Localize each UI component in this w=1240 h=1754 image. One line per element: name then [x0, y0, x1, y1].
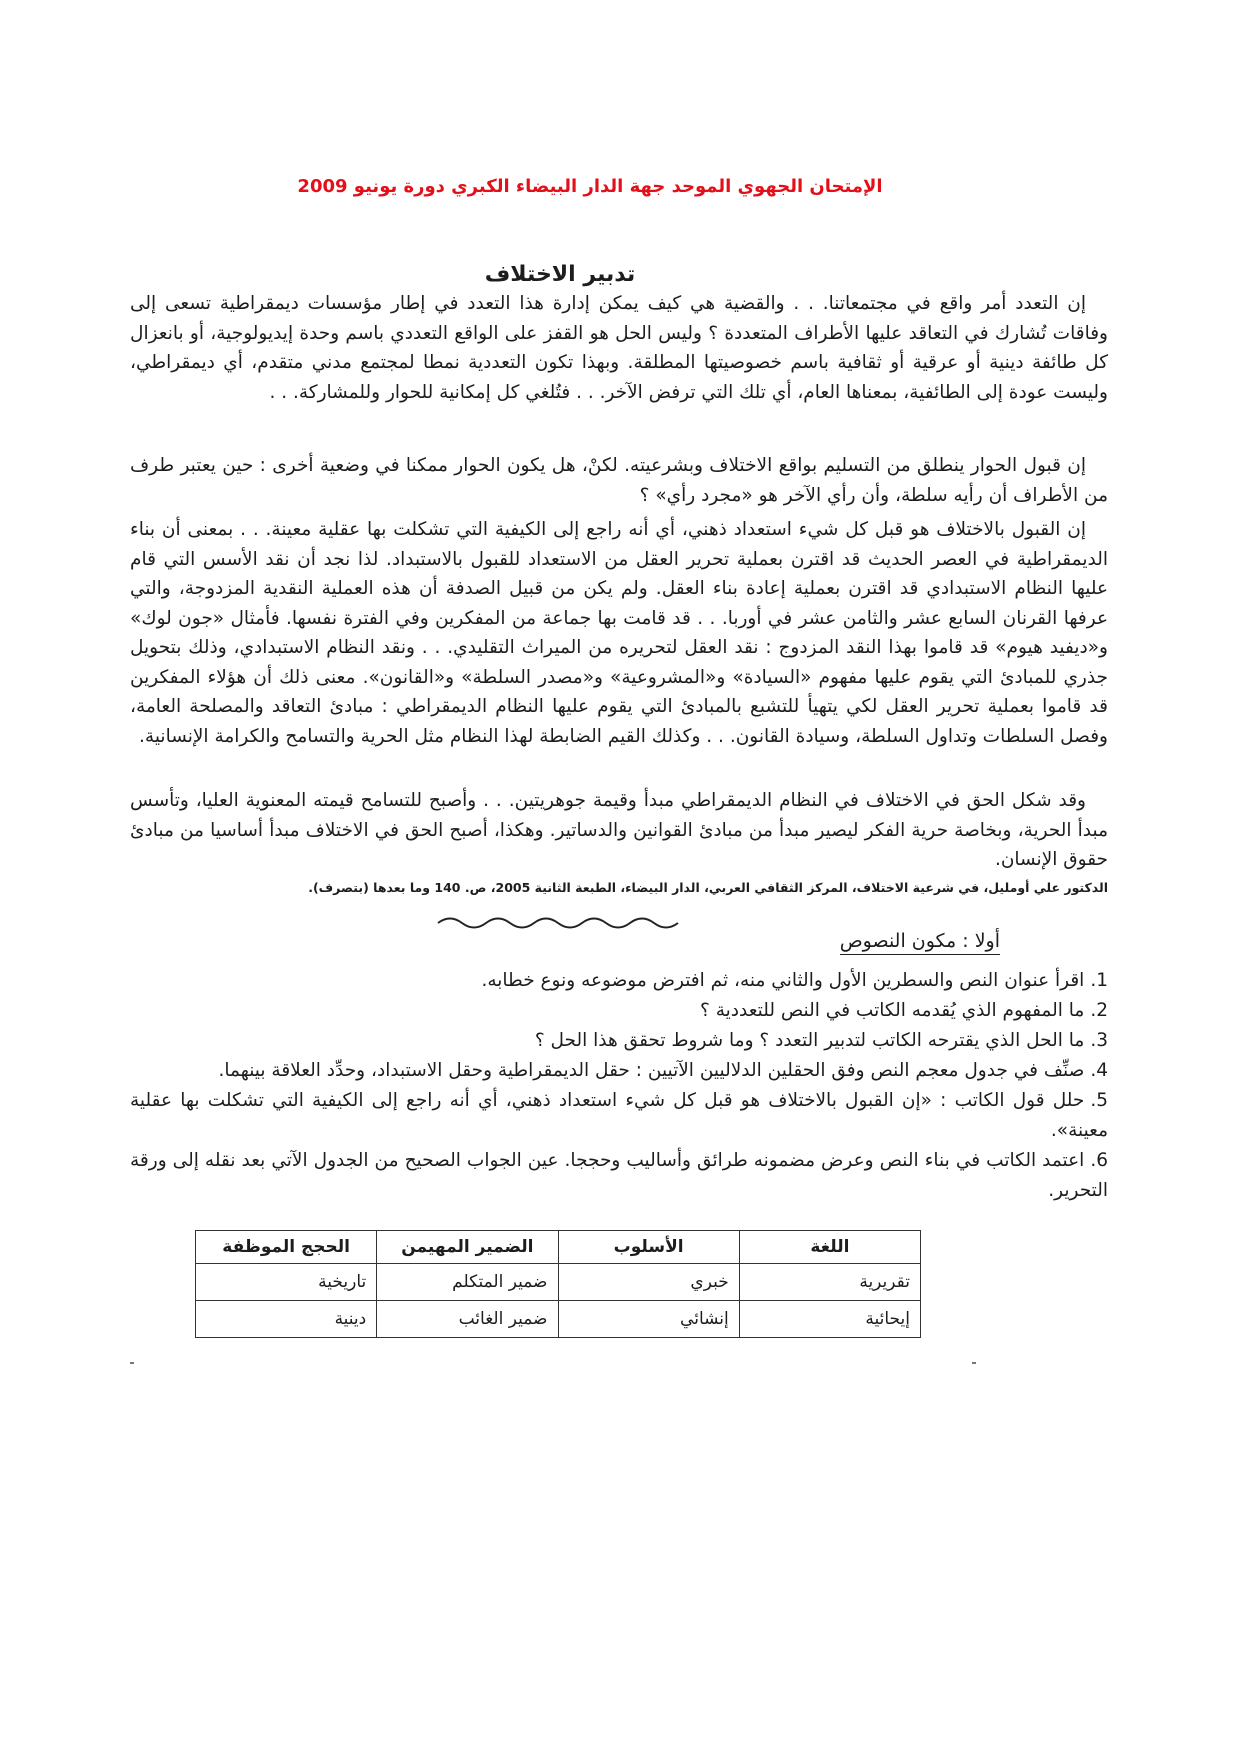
table-cell: دينية [196, 1301, 377, 1338]
table-cell: إنشائي [558, 1301, 739, 1338]
table-row [196, 1301, 921, 1338]
question-item [130, 1056, 1108, 1086]
table-cell: تاريخية [196, 1264, 377, 1301]
section-heading: أولا : مكون النصوص [840, 930, 1000, 955]
question-item [130, 966, 1108, 996]
exam-header: الإمتحان الجهوي الموحد جهة الدار البيضاء الكبري دورة يونيو 2009 [297, 176, 883, 197]
question-number: 3. [1090, 1030, 1108, 1051]
column-header-arguments: الحجج الموظفة [196, 1231, 377, 1264]
question-list [130, 966, 1108, 1206]
question-number: 6. [1090, 1150, 1108, 1171]
question-text: اعتمد الكاتب في بناء النص وعرض مضمونه طرائق وأساليب وحججا. عين الجواب الصحيح من الجدول الآتي بعد نقله إلى ورقة التحرير. [130, 1150, 1108, 1201]
question-number: 1. [1090, 970, 1108, 991]
column-header-style: الأسلوب [558, 1231, 739, 1264]
paragraph-1: إن التعدد أمر واقع في مجتمعاتنا. . . والقضية هي كيف يمكن إدارة هذا التعدد في إطار مؤسسات ديمقراطية تسعى إلى وفاقات تُشارك في التعاقد عليها الأطراف المتعددة ؟ وليس الحل هو القفز على الواقع التعددي باسم وحدة إيديولوجية، أو بانعزال كل طائفة دينية أو عرقية أو ثقافية باسم خصوصيتها المطلقة. وبهذا تكون التعددية نمطا لمجتمع مدني متقدم، أي ديمقراطي، وليست عودة إلى الطائفية، بمعناها العام، أي تلك التي ترفض الآخر. . . فتُلغي كل إمكانية للحوار وللمشاركة. . . [130, 293, 1108, 403]
table-row [196, 1264, 921, 1301]
table-cell: خبري [558, 1264, 739, 1301]
table-cell: ضمير الغائب [377, 1301, 558, 1338]
question-item [130, 1026, 1108, 1056]
question-item [130, 1146, 1108, 1206]
column-header-pronoun: الضمير المهيمن [377, 1231, 558, 1264]
wavy-divider [436, 912, 686, 934]
table-cell: ضمير المتكلم [377, 1264, 558, 1301]
question-text: حلل قول الكاتب : «إن القبول بالاختلاف هو قبل كل شيء استعداد ذهني، أي أنه راجع إلى الكيفية التي تشكلت بها عقلية معينة». [130, 1090, 1108, 1141]
table-header-row [196, 1231, 921, 1264]
paragraph-3: إن القبول بالاختلاف هو قبل كل شيء استعداد ذهني، أي أنه راجع إلى الكيفية التي تشكلت بها عقلية معينة. . . بمعنى أن بناء الديمقراطية في العصر الحديث قد اقترن بعملية تحرير العقل من الاستعداد للقبول بالاستبداد. لذا نجد أن نقد الأسس التي قام عليها النظام الاستبدادي قد اقترن بعملية إعادة بناء العقل. ولم يكن من قبيل الصدفة أن هذه العملية النقدية المزدوجة، والتي عرفها القرنان السابع عشر والثامن عشر في أوربا. . . قد قامت بها جماعة من المفكرين وفي الفترة نفسها. فأمثال «جون لوك» و«ديفيد هيوم» قد قاموا بهذا النقد المزدوج : نقد العقل لتحريره من الميراث التقليدي. . . ونقد النظام الاستبدادي، وذلك بتحويل جذري للمبادئ التي يقوم عليها مفهوم «السيادة» و«المشروعية» و«مصدر السلطة» و«القانون». معنى ذلك أن هؤلاء المفكرين قد قاموا بعملية تحرير العقل لكي يتهيأ للتشبع بالمبادئ التي يقوم عليها النظام الديمقراطي : مبادئ التعاقد والمصلحة العامة، وفصل السلطات وتداول السلطة، وسيادة القانون. . . وكذلك القيم الضابطة لهذا النظام مثل الحرية والتسامح والكرامة الإنسانية. [130, 519, 1108, 747]
question-number: 4. [1090, 1060, 1108, 1081]
question-item [130, 996, 1108, 1026]
text-title: تدبير الاختلاف [484, 262, 636, 287]
paragraph-4: وقد شكل الحق في الاختلاف في النظام الديمقراطي مبدأ وقيمة جوهريتين. . . وأصبح للتسامح قيمته المعنوية العليا، وتأسس مبدأ الحرية، وبخاصة حرية الفكر ليصير مبدأ من مبادئ القوانين والدساتير. وهكذا، أصبح الحق في الاختلاف مبدأ أساسيا من مبادئ حقوق الإنسان. [130, 790, 1108, 870]
scan-mark [130, 1362, 134, 1364]
question-item [130, 1086, 1108, 1146]
question-number: 2. [1090, 1000, 1108, 1021]
question-text: صنِّف في جدول معجم النص وفق الحقلين الدلاليين الآتيين : حقل الديمقراطية وحقل الاستبداد، وحدِّد العلاقة بينهما. [218, 1060, 1085, 1081]
paragraph-2: إن قبول الحوار ينطلق من التسليم بواقع الاختلاف وبشرعيته. لكنْ، هل يكون الحوار ممكنا في وضعية أخرى : حين يعتبر طرف من الأطراف أن رأيه سلطة، وأن رأي الآخر هو «مجرد رأي» ؟ [130, 455, 1108, 506]
question-text: اقرأ عنوان النص والسطرين الأول والثاني منه، ثم افترض موضوعه ونوع خطابه. [481, 970, 1085, 991]
column-header-language: اللغة [739, 1231, 920, 1264]
table-cell: تقريرية [739, 1264, 920, 1301]
table-cell: إيحائية [739, 1301, 920, 1338]
question-number: 5. [1090, 1090, 1108, 1111]
source-citation: الدكتور علي أومليل، في شرعية الاختلاف، المركز الثقافي العربي، الدار البيضاء، الطبعة الثانية 2005، ص. 140 وما بعدها (بتصرف). [308, 880, 1108, 895]
options-table [195, 1230, 921, 1338]
question-text: ما المفهوم الذي يُقدمه الكاتب في النص للتعددية ؟ [700, 1000, 1085, 1021]
scan-mark [972, 1362, 976, 1364]
question-text: ما الحل الذي يقترحه الكاتب لتدبير التعدد ؟ وما شروط تحقق هذا الحل ؟ [534, 1030, 1085, 1051]
